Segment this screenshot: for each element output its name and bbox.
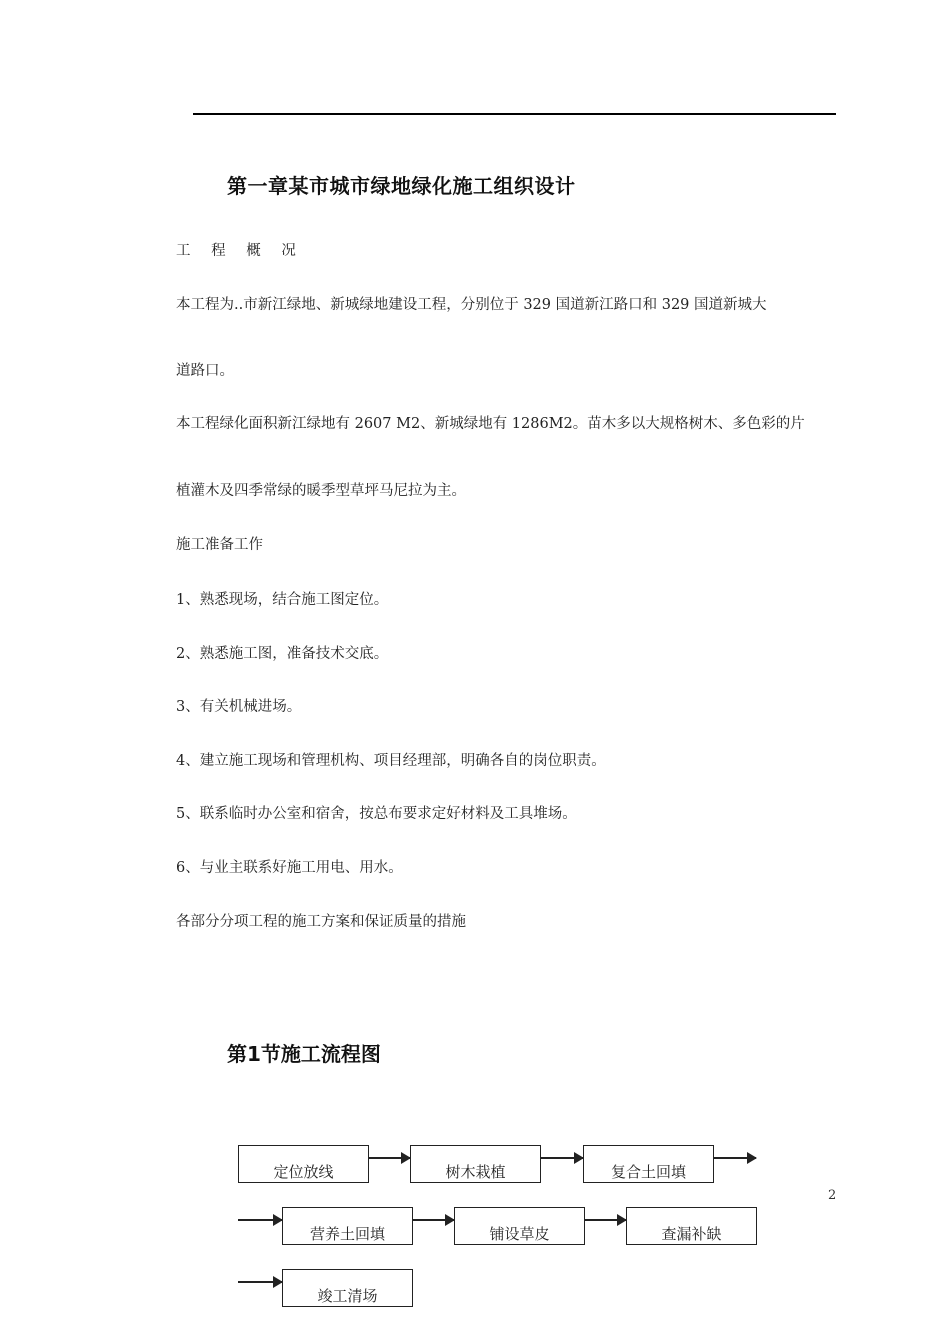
- page-number: 2: [828, 1188, 837, 1203]
- section-heading-overview: 工 程 概 况: [176, 243, 304, 259]
- flow-step-box: 复合土回填: [583, 1145, 714, 1183]
- arrow-right-icon: [541, 1157, 583, 1159]
- prep-item: 5、联系临时办公室和宿舍，按总布要求定好材料及工具堆场。: [176, 806, 577, 822]
- arrow-right-icon: [413, 1219, 454, 1221]
- arrow-right-icon: [585, 1219, 626, 1221]
- paragraph-line: 植灌木及四季常绿的暖季型草坪马尼拉为主。: [176, 483, 466, 499]
- chapter-title: 第一章某市城市绿地绿化施工组织设计: [227, 174, 576, 198]
- prep-heading: 施工准备工作: [176, 537, 263, 553]
- measures-heading: 各部分分项工程的施工方案和保证质量的措施: [176, 914, 466, 930]
- prep-item: 1、熟悉现场，结合施工图定位。: [176, 592, 389, 608]
- flow-step-box: 铺设草皮: [454, 1207, 585, 1245]
- flow-step-box: 查漏补缺: [626, 1207, 757, 1245]
- prep-item: 4、建立施工现场和管理机构、项目经理部，明确各自的岗位职责。: [176, 753, 606, 769]
- flow-step-box: 营养土回填: [282, 1207, 413, 1245]
- arrow-right-icon: [714, 1157, 756, 1159]
- paragraph-line: 本工程为..市新江绿地、新城绿地建设工程，分别位于 329 国道新江路口和 329 国道新城大: [176, 297, 767, 313]
- arrow-right-icon: [238, 1281, 282, 1283]
- section-title: 第1节施工流程图: [227, 1042, 381, 1066]
- flow-step-box: 树木栽植: [410, 1145, 541, 1183]
- flow-step-box: 竣工清场: [282, 1269, 413, 1307]
- header-rule: [193, 113, 836, 115]
- flow-step-box: 定位放线: [238, 1145, 369, 1183]
- prep-item: 6、与业主联系好施工用电、用水。: [176, 860, 403, 876]
- prep-item: 3、有关机械进场。: [176, 699, 302, 715]
- paragraph-line: 本工程绿化面积新江绿地有 2607 M2、新城绿地有 1286M2。苗木多以大规格树木、多色彩的片: [176, 416, 805, 432]
- prep-item: 2、熟悉施工图，准备技术交底。: [176, 646, 389, 662]
- arrow-right-icon: [238, 1219, 282, 1221]
- paragraph-line: 道路口。: [176, 363, 234, 379]
- arrow-right-icon: [369, 1157, 410, 1159]
